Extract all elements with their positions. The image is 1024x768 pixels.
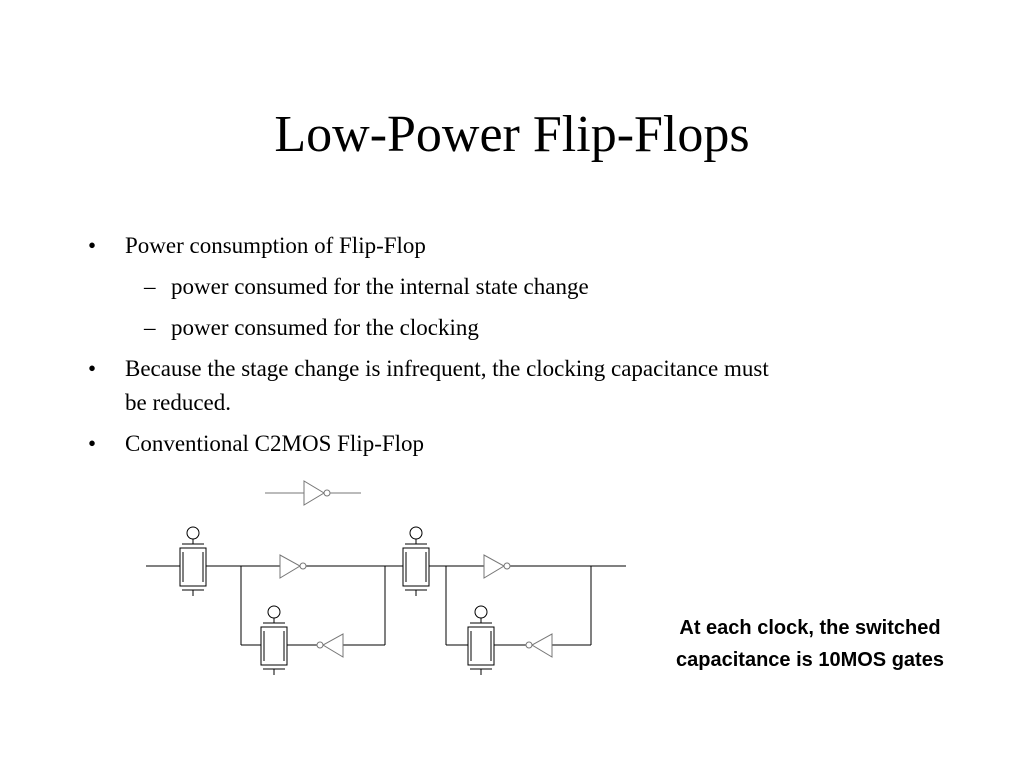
caption-line: At each clock, the switched <box>679 617 941 639</box>
bullet-text: Power consumption of Flip-Flop <box>125 233 426 258</box>
bullet-marker: • <box>88 431 97 456</box>
forward-inverter <box>484 555 510 578</box>
transmission-gate <box>468 606 494 675</box>
bullet-marker: • <box>88 233 97 258</box>
transmission-gate <box>261 606 287 675</box>
sub-bullet-text: power consumed for the clocking <box>171 315 479 340</box>
transmission-gate <box>180 527 206 596</box>
bullet-text: Conventional C2MOS Flip-Flop <box>125 431 425 456</box>
bullet-marker: • <box>88 356 97 381</box>
feedback-inverter <box>526 634 552 657</box>
caption-line: capacitance is 10MOS gates <box>676 649 944 671</box>
signal-wires <box>146 566 626 645</box>
clock-inverter <box>265 481 361 505</box>
feedback-inverter <box>317 634 343 657</box>
sub-bullet-marker: – <box>144 315 156 340</box>
sub-bullet-text: power consumed for the internal state change <box>171 274 589 299</box>
transmission-gate <box>403 527 429 596</box>
slide-title: Low-Power Flip-Flops <box>274 106 750 163</box>
bullet-text: be reduced. <box>125 390 231 415</box>
forward-inverter <box>280 555 306 578</box>
bullet-text: Because the stage change is infrequent, the clocking capacitance must <box>125 356 769 381</box>
caption-note <box>630 612 990 676</box>
sub-bullet-marker: – <box>144 274 156 299</box>
